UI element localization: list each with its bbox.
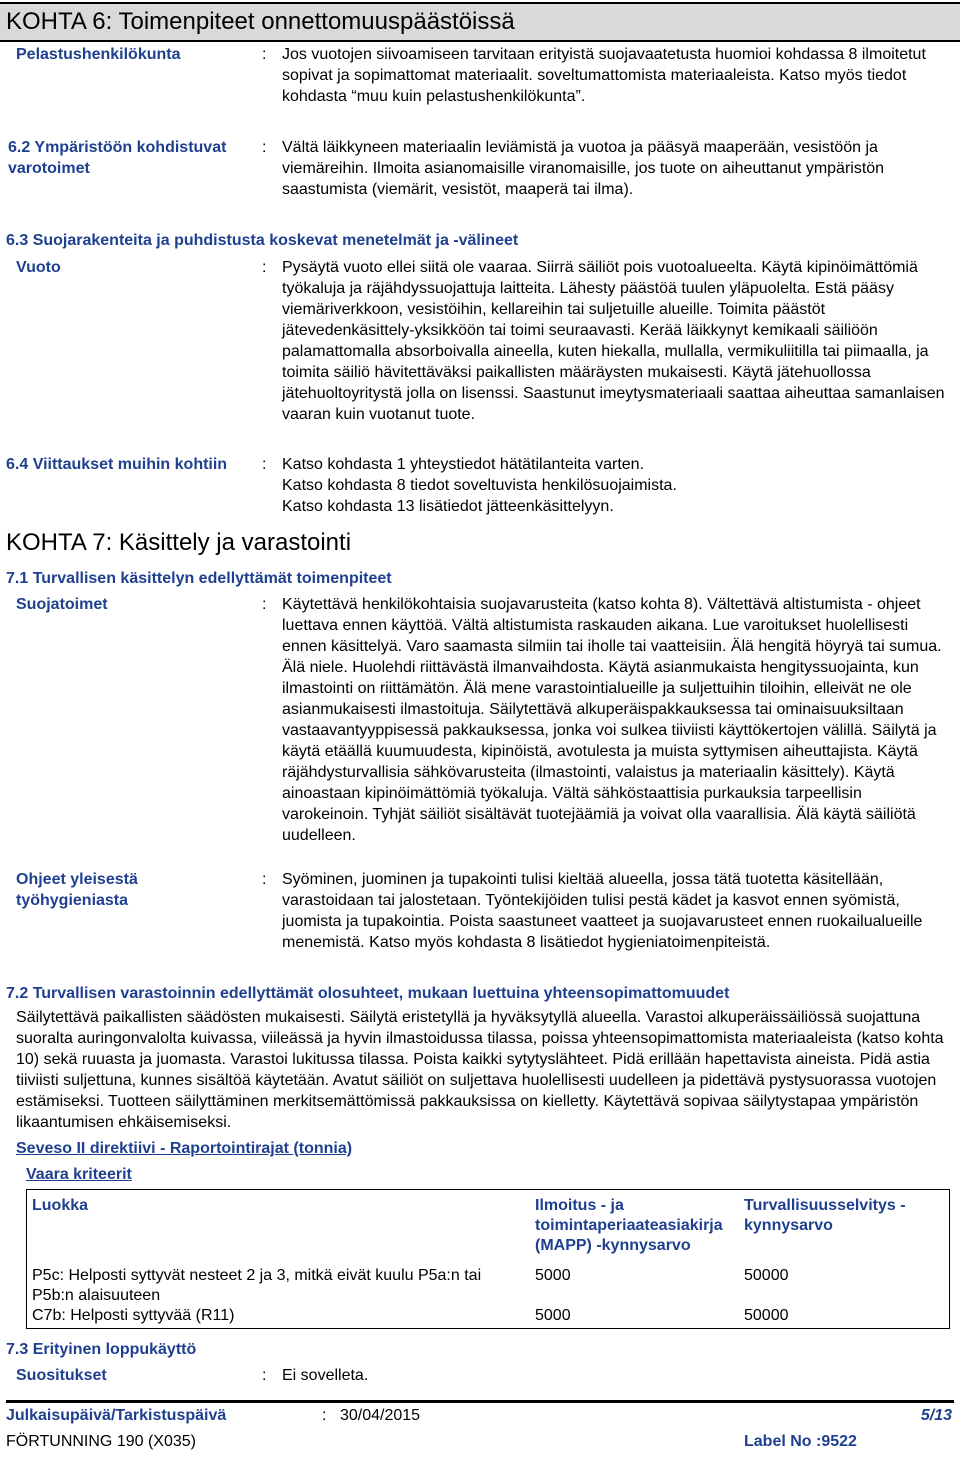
footer-product-name: FÖRTUNNING 190 (X035) (6, 1433, 196, 1450)
references-label: 6.4 Viittaukset muihin kohtiin (6, 456, 228, 473)
protective-measures-label: Suojatoimet (16, 596, 108, 613)
leak-text: Pysäytä vuoto ellei siitä ole vaaraa. Siirrä säiliöt pois vuotoalueelta. Käytä kipinöimättömiä työkaluja ja räjähdyssuojattuja laitteita. Lähesty päästöä tuulen yläpuolelta. Estä pääsy viemäriverkkoon, vesistöihin, kellareihin tai suljetuille alueille. Toimita päästöt jätevedenkäsittely-yksikköön tai toimi seuraavasti. Kerää läikkynyt kemikaali säiliöön palamattomalla absorboivalla aineella, kuten hiekalla, mullalla, vermikuliitilla tai piimaalla, ja toimita säiliö hävitettäväksi paikallisten määräysten mukaisesti. Käytä jätehuollossa jätehuoltoyritystä jolla on lisenssi. Saastunut imeytysmateriaali saattaa aiheuttaa samanlaisen vaaran kuin vuotanut tuote. (282, 259, 945, 423)
seveso-row-1-mapp: 5000 (535, 1267, 571, 1284)
footer-date-label: Julkaisupäivä/Tarkistuspäivä (6, 1407, 227, 1424)
seveso-subtitle: Vaara kriteerit (26, 1166, 132, 1183)
seveso-header-safety: Turvallisuusselvitys - kynnysarvo (744, 1197, 906, 1234)
colon: : (262, 456, 267, 473)
rescue-personnel-label: Pelastushenkilökunta (16, 46, 181, 63)
seveso-title: Seveso II direktiivi - Raportointirajat (tonnia) (16, 1140, 353, 1157)
section-7-1-title: 7.1 Turvallisen käsittelyn edellyttämät toimenpiteet (6, 570, 392, 587)
colon: : (262, 259, 267, 276)
hygiene-label: Ohjeet yleisestä työhygieniasta (16, 871, 138, 909)
protective-measures-text: Käytettävä henkilökohtaisia suojavarusteita (katso kohta 8). Vältettävä altistumista - ohjeet luettava ennen käyttöä. Vältä altistumista raskauden aikana. Lue varoitukset huolellisesti ennen käsittelyä. Varo saamasta silmiin tai iholle tai vaatteisiin. Älä hengitä höyryä tai sumua. Älä niele. Huolehdi riittävästä ilmanvaihdosta. Käytä asianmukaista hengityssuojainta, kun ilmastointi on riittämätön. Älä mene varastointialueille ja suljettuihin tiloihin, elleivät ne ole asianmukaisesti ilmastoituja. Säilytettävä alkuperäispakkauksessa tai ominaisuuksiltaan vastaavantyyppisessä pakkauksessa, jonka voi sulkea tiiviisti käyttökertojen välillä. Säilytä ja käytä etäällä kuumuudesta, kipinöistä, avotulesta ja muista syttymisen aiheuttajista. Käytä räjähdysturvallisia sähkövarusteita (ilmastointi, valaistus ja materiaalin käsittely). Käytä ainoastaan kipinöimättömiä työkaluja. Vältä sähköstaattisia purkauksia tarpeellisin varokeinoin. Tyhjät säiliöt sisältävät tuotejäämiä ja voivat olla vaarallisia. Älä käytä säiliötä uudelleen. (282, 596, 942, 844)
section-7-3-title: 7.3 Erityinen loppukäyttö (6, 1341, 197, 1358)
section-6-header (0, 2, 960, 42)
reference-line-3: Katso kohdasta 13 lisätiedot jätteenkäsittelyyn. (282, 498, 614, 515)
references-text (282, 454, 947, 517)
storage-conditions-text: Säilytettävä paikallisten säädösten mukaisesti. Säilytä eristetyllä ja hyväksytyllä alueella. Varastoi alkuperäissäiliössä suojattuna suoralta auringonvalolta kuivassa, viileässä ja hyvin ilmastoidussa tilassa, poissa yhteensopimattomista materiaaleista (katso kohta 10) sekä ruuasta ja juomasta. Varastoi lukitussa tilassa. Poista kaikki sytytyslähteet. Pidä erillään hapettavista aineista. Pidä astia tiiviisti suljettuna, kunnes sisältöä käytetään. Avatut säiliöt on suljettava huolellisesti uudelleen ja pidettävä pystysuorassa vuotojen estämiseksi. Tuotteen säilyttäminen merkitsemättömissä pakkauksissa on kielletty. Käytettävä sopivaa säilytystapaa ympäristön likaantumisen ehkäisemiseksi. (16, 1009, 944, 1131)
leak-label: Vuoto (16, 259, 61, 276)
recommendations-text: Ei sovelleta. (282, 1367, 369, 1384)
seveso-row-1-safety: 50000 (744, 1267, 789, 1284)
seveso-row-2-category: C7b: Helposti syttyvää (R11) (32, 1307, 235, 1324)
footer-date: 30/04/2015 (340, 1407, 421, 1424)
seveso-row-1-category: P5c: Helposti syttyvät nesteet 2 ja 3, mitkä eivät kuulu P5a:n tai P5b:n alaisuuteen (32, 1267, 482, 1304)
colon: : (262, 139, 267, 156)
section-7-title: KOHTA 7: Käsittely ja varastointi (6, 529, 352, 556)
footer-divider (6, 1400, 954, 1403)
reference-line-1: Katso kohdasta 1 yhteystiedot hätätilanteita varten. (282, 456, 645, 473)
footer-label-number: Label No :9522 (744, 1433, 857, 1450)
footer-colon: : (322, 1407, 327, 1424)
environmental-precautions-text: Vältä läikkyneen materiaalin leviämistä ja vuotoa ja pääsyä maaperään, vesistöön ja viemäreihin. Ilmoita asianomaisille viranomaisille, jos tuote on aiheuttanut ympäristön saastumista (viemärit, vesistöt, maaperä tai ilma). (282, 139, 885, 198)
seveso-header-category: Luokka (32, 1197, 89, 1214)
section-6-3-title: 6.3 Suojarakenteita ja puhdistusta koskevat menetelmät ja -välineet (6, 232, 519, 249)
seveso-row-2-safety: 50000 (744, 1307, 789, 1324)
section-7-2-title: 7.2 Turvallisen varastoinnin edellyttämät olosuhteet, mukaan luettuina yhteensopimattomuudet (6, 985, 730, 1002)
rescue-personnel-text: Jos vuotojen siivoamiseen tarvitaan erityistä suojavaatetusta huomioi kohdassa 8 ilmoitetut sopivat ja sopimattomat materiaalit. soveltumattomista materiaaleista. Katso myös tiedot kohdasta “muu kuin pelastushenkilökunta”. (282, 46, 926, 105)
footer-page-number: 5/13 (920, 1407, 952, 1424)
recommendations-label: Suositukset (16, 1367, 107, 1384)
colon: : (262, 871, 267, 888)
reference-line-2: Katso kohdasta 8 tiedot soveltuvista henkilösuojaimista. (282, 477, 677, 494)
section-6-title: KOHTA 6: Toimenpiteet onnettomuuspäästöissä (6, 8, 515, 35)
seveso-row-2-mapp: 5000 (535, 1307, 571, 1324)
hygiene-text: Syöminen, juominen ja tupakointi tulisi kieltää alueella, jossa tätä tuotetta käsitellään, varastoidaan tai jalostetaan. Työntekijöiden tulisi pestä kädet ja kasvot ennen syömistä, juomista ja tupakointia. Poista saastuneet vaatteet ja suojavarusteet ennen ruokailualueille menemistä. Katso myös kohdasta 8 lisätiedot hygieniatoimenpiteistä. (282, 871, 923, 951)
colon: : (262, 596, 267, 613)
environmental-precautions-label: 6.2 Ympäristöön kohdistuvat varotoimet (8, 139, 227, 177)
seveso-header-mapp: Ilmoitus - ja toimintaperiaateasiakirja (MAPP) -kynnysarvo (535, 1197, 723, 1254)
colon: : (262, 1367, 267, 1384)
colon: : (262, 46, 267, 63)
